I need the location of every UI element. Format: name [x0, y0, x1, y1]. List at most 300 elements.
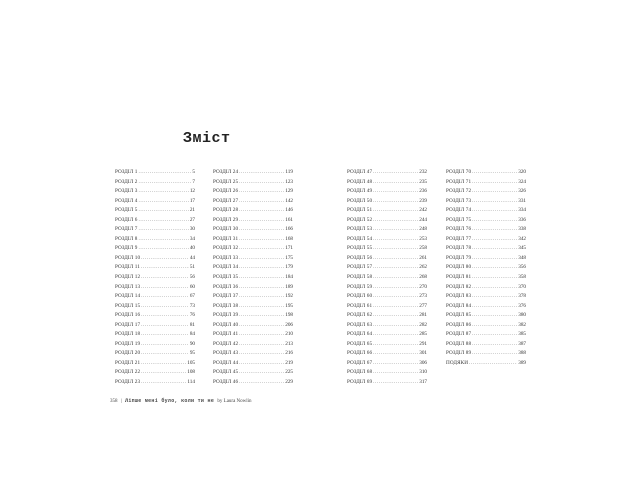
toc-entry-page: 81 [189, 321, 195, 328]
toc-entry-page: 334 [518, 207, 526, 214]
toc-leader-dots [373, 206, 418, 216]
toc-entry [213, 321, 293, 331]
toc-entry-page: 192 [285, 293, 293, 300]
toc-leader-dots [472, 254, 517, 264]
toc-entry-page: 56 [189, 274, 195, 281]
toc-leader-dots [469, 359, 517, 369]
toc-leader-dots [141, 349, 189, 359]
toc-leader-dots [138, 225, 188, 235]
toc-leader-dots [141, 292, 189, 302]
toc-entry-page: 225 [285, 369, 293, 376]
toc-entry-page: 73 [189, 302, 195, 309]
toc-entry-label: РОЗДІЛ 36 [213, 283, 239, 290]
toc-entry-label: РОЗДІЛ 13 [115, 283, 141, 290]
toc-entry-label: РОЗДІЛ 70 [446, 169, 472, 175]
toc-entry-label: РОЗДІЛ 67 [347, 359, 373, 366]
toc-leader-dots [141, 359, 186, 369]
toc-entry [115, 321, 195, 331]
toc-entry [213, 292, 293, 302]
toc-entry [213, 311, 293, 321]
toc-entry-page: 232 [419, 169, 427, 175]
toc-entry-label: РОЗДІЛ 58 [347, 274, 373, 281]
toc-entry [115, 368, 195, 378]
toc-entry-label: РОЗДІЛ 48 [347, 178, 373, 185]
toc-entry-page: 108 [187, 369, 195, 376]
toc-entry-page: 370 [518, 283, 526, 290]
toc-entry [115, 263, 195, 273]
toc-leader-dots [239, 283, 284, 293]
toc-entry [213, 225, 293, 235]
toc-entry-label: РОЗДІЛ 74 [446, 207, 472, 214]
toc-entry-label: РОЗДІЛ 20 [115, 350, 141, 357]
toc-entry-label: РОЗДІЛ 72 [446, 188, 472, 195]
toc-entry-page: 358 [518, 274, 526, 281]
toc-entry-label: РОЗДІЛ 35 [213, 274, 239, 281]
toc-leader-dots [141, 368, 186, 378]
toc-entry-page: 345 [518, 245, 526, 252]
toc-entry-label: РОЗДІЛ 22 [115, 369, 141, 376]
toc-entry-label: РОЗДІЛ 40 [213, 321, 239, 328]
toc-entry-label: РОЗДІЛ 30 [213, 226, 239, 233]
toc-entry-label: РОЗДІЛ 64 [347, 331, 373, 338]
toc-entry-page: 146 [285, 207, 293, 214]
toc-entry-label: РОЗДІЛ 41 [213, 331, 239, 338]
toc-entry-label: РОЗДІЛ 27 [213, 197, 239, 204]
toc-leader-dots [373, 263, 418, 273]
toc-leader-dots [138, 235, 188, 245]
toc-leader-dots [472, 168, 517, 178]
toc-entry-page: 206 [285, 321, 293, 328]
toc-entry [213, 197, 293, 207]
toc-entry-label: РОЗДІЛ 2 [115, 178, 138, 185]
toc-entry [213, 349, 293, 359]
toc-entry-label: РОЗДІЛ 14 [115, 293, 141, 300]
toc-entry [213, 244, 293, 254]
toc-entry-label: РОЗДІЛ 38 [213, 302, 239, 309]
toc-entry-label: РОЗДІЛ 54 [347, 235, 373, 242]
toc-entry-page: 301 [419, 350, 427, 357]
toc-leader-dots [472, 283, 517, 293]
toc-entry-label: РОЗДІЛ 1 [115, 169, 138, 175]
toc-entry-page: 142 [285, 197, 293, 204]
toc-leader-dots [373, 340, 418, 350]
toc-entry-page: 67 [189, 293, 195, 300]
toc-entry-label: РОЗДІЛ 79 [446, 254, 472, 261]
author-name: by Laura Nowlin [217, 399, 252, 404]
toc-entry [446, 292, 526, 302]
toc-leader-dots [239, 292, 284, 302]
toc-leader-dots [373, 292, 418, 302]
toc-leader-dots [373, 378, 418, 388]
toc-leader-dots [239, 244, 284, 254]
toc-entry [446, 311, 526, 321]
toc-leader-dots [472, 187, 517, 197]
toc-entry-page: 184 [285, 274, 293, 281]
toc-entry-label: РОЗДІЛ 26 [213, 188, 239, 195]
toc-leader-dots [472, 302, 517, 312]
toc-entry-page: 5 [192, 169, 195, 175]
toc-entry [347, 178, 427, 188]
toc-leader-dots [239, 168, 284, 178]
toc-entry [446, 349, 526, 359]
toc-leader-dots [472, 244, 517, 254]
toc-leader-dots [472, 216, 517, 226]
toc-leader-dots [472, 330, 517, 340]
toc-entry-label: РОЗДІЛ 86 [446, 321, 472, 328]
toc-entry [347, 216, 427, 226]
toc-entry-label: РОЗДІЛ 51 [347, 207, 373, 214]
page-number: 358 [110, 399, 118, 404]
toc-leader-dots [239, 197, 284, 207]
toc-leader-dots [472, 321, 517, 331]
toc-entry-page: 389 [518, 359, 526, 366]
toc-leader-dots [138, 178, 191, 188]
toc-entry [213, 368, 293, 378]
toc-entry [347, 311, 427, 321]
toc-entry-page: 210 [285, 331, 293, 338]
toc-entry [115, 244, 195, 254]
toc-entry-page: 268 [419, 274, 427, 281]
toc-entry-page: 258 [419, 245, 427, 252]
toc-entry [446, 178, 526, 188]
toc-entry-label: РОЗДІЛ 44 [213, 359, 239, 366]
toc-entry-label: РОЗДІЛ 52 [347, 216, 373, 223]
toc-entry [446, 216, 526, 226]
toc-leader-dots [239, 273, 284, 283]
toc-leader-dots [373, 349, 418, 359]
toc-leader-dots [239, 263, 284, 273]
toc-leader-dots [138, 197, 188, 207]
toc-entry [115, 168, 195, 178]
toc-entry [446, 254, 526, 264]
toc-entry-page: 306 [419, 359, 427, 366]
toc-entry [347, 168, 427, 178]
toc-entry-label: РОЗДІЛ 59 [347, 283, 373, 290]
toc-entry-page: 331 [518, 197, 526, 204]
toc-entry-page: 90 [189, 340, 195, 347]
toc-entry-label: РОЗДІЛ 73 [446, 197, 472, 204]
toc-entry-label: РОЗДІЛ 53 [347, 226, 373, 233]
toc-entry [115, 206, 195, 216]
toc-entry-page: 168 [285, 235, 293, 242]
page-footer [110, 398, 252, 404]
toc-entry [347, 235, 427, 245]
toc-entry-label: РОЗДІЛ 34 [213, 264, 239, 271]
toc-entry [446, 359, 526, 369]
toc-entry-label: РОЗДІЛ 37 [213, 293, 239, 300]
toc-entry-page: 175 [285, 254, 293, 261]
book-title: Ліпше мені було, коли ти не [125, 398, 215, 404]
toc-entry [347, 292, 427, 302]
toc-leader-dots [373, 273, 418, 283]
toc-entry-label: РОЗДІЛ 28 [213, 207, 239, 214]
toc-entry-page: 216 [285, 350, 293, 357]
toc-entry-page: 242 [419, 207, 427, 214]
toc-column-4 [446, 168, 526, 368]
toc-entry-label: РОЗДІЛ 85 [446, 312, 472, 319]
toc-leader-dots [472, 273, 517, 283]
toc-entry-page: 253 [419, 235, 427, 242]
toc-leader-dots [141, 311, 189, 321]
toc-leader-dots [373, 168, 418, 178]
toc-entry [213, 273, 293, 283]
toc-entry-page: 291 [419, 340, 427, 347]
toc-entry [446, 340, 526, 350]
toc-entry-label: РОЗДІЛ 50 [347, 197, 373, 204]
toc-entry-page: 326 [518, 188, 526, 195]
toc-entry-page: 95 [189, 350, 195, 357]
toc-entry [446, 273, 526, 283]
toc-entry-page: 129 [285, 188, 293, 195]
toc-entry [213, 283, 293, 293]
toc-entry [213, 302, 293, 312]
toc-entry-page: 324 [518, 178, 526, 185]
toc-leader-dots [138, 244, 188, 254]
toc-entry-page: 123 [285, 178, 293, 185]
toc-entry [347, 321, 427, 331]
toc-entry-page: 382 [518, 321, 526, 328]
toc-entry [347, 302, 427, 312]
toc-entry [347, 330, 427, 340]
toc-leader-dots [138, 168, 191, 178]
toc-entry-label: РОЗДІЛ 65 [347, 340, 373, 347]
toc-leader-dots [141, 321, 189, 331]
toc-entry-page: 17 [189, 197, 195, 204]
toc-entry-label: РОЗДІЛ 60 [347, 293, 373, 300]
toc-leader-dots [373, 311, 418, 321]
toc-entry-page: 166 [285, 226, 293, 233]
toc-entry-page: 273 [419, 293, 427, 300]
toc-entry-page: 198 [285, 312, 293, 319]
toc-entry-label: РОЗДІЛ 7 [115, 226, 138, 233]
toc-entry-label: РОЗДІЛ 87 [446, 331, 472, 338]
toc-leader-dots [373, 302, 418, 312]
toc-leader-dots [239, 216, 284, 226]
toc-entry-label: РОЗДІЛ 33 [213, 254, 239, 261]
toc-entry [115, 187, 195, 197]
toc-leader-dots [141, 263, 189, 273]
toc-entry [115, 178, 195, 188]
toc-entry [115, 225, 195, 235]
toc-entry [115, 273, 195, 283]
toc-entry-page: 189 [285, 283, 293, 290]
toc-entry [213, 187, 293, 197]
toc-entry [446, 225, 526, 235]
toc-entry-page: 261 [419, 254, 427, 261]
toc-leader-dots [239, 368, 284, 378]
toc-leader-dots [373, 197, 418, 207]
toc-entry-label: ПОДЯКИ [446, 359, 469, 366]
toc-entry-page: 84 [189, 331, 195, 338]
toc-column-1 [115, 168, 195, 388]
toc-entry-label: РОЗДІЛ 17 [115, 321, 141, 328]
toc-entry-page: 30 [189, 226, 195, 233]
toc-entry-page: 219 [285, 359, 293, 366]
toc-entry-page: 236 [419, 188, 427, 195]
toc-leader-dots [138, 206, 188, 216]
toc-entry [347, 359, 427, 369]
toc-entry-label: РОЗДІЛ 32 [213, 245, 239, 252]
toc-entry [213, 178, 293, 188]
toc-entry-page: 356 [518, 264, 526, 271]
toc-entry [446, 187, 526, 197]
toc-leader-dots [141, 273, 189, 283]
toc-entry-label: РОЗДІЛ 81 [446, 274, 472, 281]
toc-leader-dots [472, 197, 517, 207]
toc-entry [446, 168, 526, 178]
toc-entry [446, 206, 526, 216]
toc-entry-label: РОЗДІЛ 9 [115, 245, 138, 252]
toc-leader-dots [373, 187, 418, 197]
toc-entry [115, 283, 195, 293]
toc-entry [446, 321, 526, 331]
toc-entry-page: 380 [518, 312, 526, 319]
toc-column-3 [347, 168, 427, 388]
toc-entry [115, 254, 195, 264]
toc-leader-dots [239, 330, 284, 340]
toc-leader-dots [239, 254, 284, 264]
toc-entry-label: РОЗДІЛ 46 [213, 379, 239, 386]
toc-entry-label: РОЗДІЛ 29 [213, 216, 239, 223]
toc-leader-dots [239, 321, 284, 331]
toc-leader-dots [472, 311, 517, 321]
toc-entry-page: 320 [518, 169, 526, 175]
toc-entry-label: РОЗДІЛ 57 [347, 264, 373, 271]
toc-entry-label: РОЗДІЛ 39 [213, 312, 239, 319]
toc-entry-page: 239 [419, 197, 427, 204]
toc-leader-dots [472, 340, 517, 350]
toc-entry-label: РОЗДІЛ 25 [213, 178, 239, 185]
toc-entry [347, 206, 427, 216]
toc-entry-page: 229 [285, 379, 293, 386]
toc-entry [213, 216, 293, 226]
footer-separator: | [120, 399, 122, 404]
toc-entry-page: 213 [285, 340, 293, 347]
toc-entry-page: 282 [419, 321, 427, 328]
toc-entry [115, 197, 195, 207]
toc-entry-page: 40 [189, 245, 195, 252]
toc-entry-page: 114 [187, 379, 195, 386]
toc-entry-page: 277 [419, 302, 427, 309]
toc-entry-label: РОЗДІЛ 3 [115, 188, 138, 195]
toc-leader-dots [373, 283, 418, 293]
toc-entry-page: 34 [189, 235, 195, 242]
toc-entry-label: РОЗДІЛ 75 [446, 216, 472, 223]
toc-leader-dots [472, 292, 517, 302]
toc-entry [213, 263, 293, 273]
toc-entry-label: РОЗДІЛ 61 [347, 302, 373, 309]
toc-entry-page: 387 [518, 340, 526, 347]
toc-leader-dots [239, 302, 284, 312]
toc-entry [213, 235, 293, 245]
toc-entry-label: РОЗДІЛ 16 [115, 312, 141, 319]
toc-entry-label: РОЗДІЛ 23 [115, 379, 141, 386]
toc-entry-page: 119 [285, 169, 293, 175]
toc-leader-dots [373, 330, 418, 340]
toc-entry-label: РОЗДІЛ 78 [446, 245, 472, 252]
toc-leader-dots [373, 368, 418, 378]
toc-entry-label: РОЗДІЛ 49 [347, 188, 373, 195]
toc-leader-dots [472, 263, 517, 273]
toc-entry-page: 21 [189, 207, 195, 214]
toc-entry-label: РОЗДІЛ 83 [446, 293, 472, 300]
toc-leader-dots [373, 254, 418, 264]
toc-entry-page: 244 [419, 216, 427, 223]
toc-leader-dots [373, 216, 418, 226]
toc-leader-dots [239, 340, 284, 350]
toc-entry-page: 348 [518, 254, 526, 261]
toc-entry-label: РОЗДІЛ 56 [347, 254, 373, 261]
toc-entry-label: РОЗДІЛ 11 [115, 264, 140, 271]
toc-entry [213, 206, 293, 216]
toc-leader-dots [373, 178, 418, 188]
toc-entry-page: 235 [419, 178, 427, 185]
toc-entry-label: РОЗДІЛ 24 [213, 169, 239, 175]
toc-leader-dots [239, 206, 284, 216]
toc-entry-label: РОЗДІЛ 15 [115, 302, 141, 309]
toc-entry [347, 225, 427, 235]
toc-entry-label: РОЗДІЛ 6 [115, 216, 138, 223]
toc-entry [347, 378, 427, 388]
toc-entry-page: 376 [518, 302, 526, 309]
toc-entry [347, 340, 427, 350]
toc-entry [347, 244, 427, 254]
toc-entry-label: РОЗДІЛ 89 [446, 350, 472, 357]
toc-entry-page: 248 [419, 226, 427, 233]
toc-leader-dots [141, 254, 189, 264]
page-title: Зміст [183, 130, 231, 147]
toc-entry [115, 302, 195, 312]
toc-entry-label: РОЗДІЛ 71 [446, 178, 472, 185]
toc-entry-page: 105 [187, 359, 195, 366]
toc-entry [213, 330, 293, 340]
toc-entry-page: 285 [419, 331, 427, 338]
toc-entry-label: РОЗДІЛ 5 [115, 207, 138, 214]
toc-leader-dots [472, 178, 517, 188]
toc-entry-page: 336 [518, 216, 526, 223]
toc-entry-label: РОЗДІЛ 68 [347, 369, 373, 376]
toc-entry [347, 368, 427, 378]
toc-entry-page: 12 [189, 188, 195, 195]
toc-entry [213, 254, 293, 264]
toc-entry-page: 378 [518, 293, 526, 300]
toc-entry-page: 76 [189, 312, 195, 319]
toc-entry [115, 349, 195, 359]
toc-leader-dots [239, 378, 284, 388]
toc-entry-page: 270 [419, 283, 427, 290]
toc-entry-page: 179 [285, 264, 293, 271]
toc-leader-dots [141, 302, 189, 312]
toc-leader-dots [239, 235, 284, 245]
toc-entry-page: 388 [518, 350, 526, 357]
toc-leader-dots [141, 378, 186, 388]
toc-entry-page: 195 [285, 302, 293, 309]
toc-entry-label: РОЗДІЛ 62 [347, 312, 373, 319]
toc-leader-dots [472, 235, 517, 245]
toc-entry-label: РОЗДІЛ 45 [213, 369, 239, 376]
toc-entry [213, 168, 293, 178]
toc-entry [446, 330, 526, 340]
toc-leader-dots [239, 311, 284, 321]
toc-leader-dots [373, 359, 418, 369]
toc-leader-dots [373, 235, 418, 245]
toc-entry [347, 187, 427, 197]
toc-entry-page: 338 [518, 226, 526, 233]
toc-entry-label: РОЗДІЛ 63 [347, 321, 373, 328]
toc-entry-label: РОЗДІЛ 21 [115, 359, 141, 366]
toc-entry [347, 349, 427, 359]
toc-leader-dots [141, 340, 189, 350]
